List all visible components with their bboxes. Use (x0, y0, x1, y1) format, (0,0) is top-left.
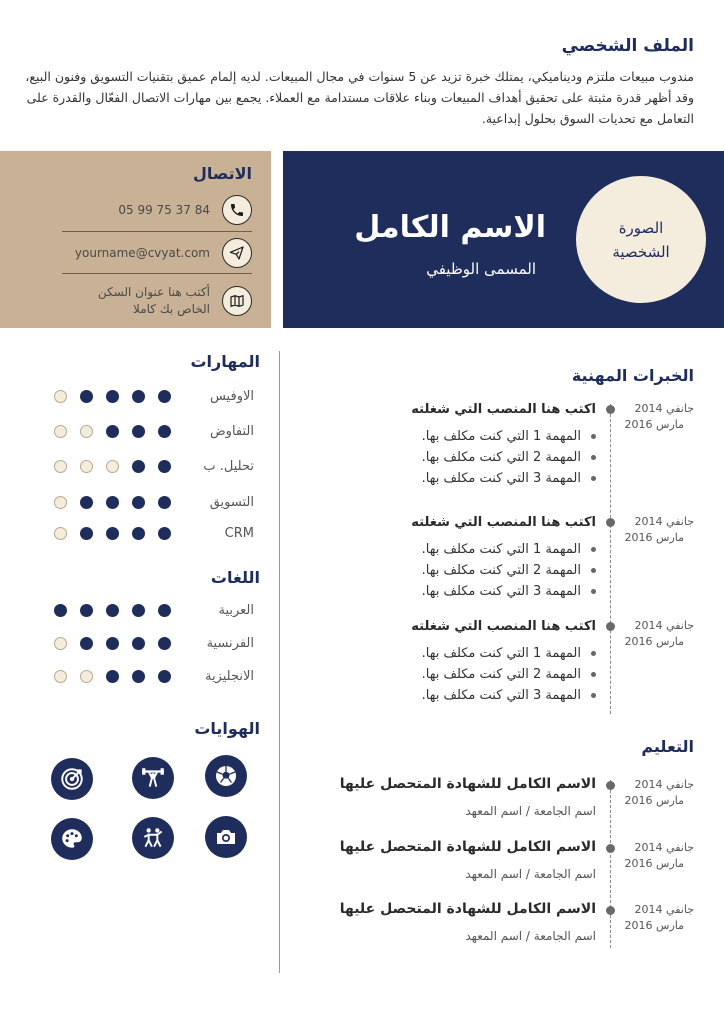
experience-task (422, 563, 596, 578)
bullet-icon (591, 693, 596, 698)
paper-plane-icon (222, 238, 252, 268)
rating-dot-filled (106, 527, 119, 540)
skills-rating (54, 425, 171, 438)
skills-row (54, 421, 254, 441)
rating-dot-filled (80, 604, 93, 617)
skills-rating (54, 527, 171, 540)
timeline-dot (606, 405, 615, 414)
date-start: جانفي 2014 (634, 778, 694, 791)
rating-dot-filled (132, 670, 145, 683)
rating-dot-filled (158, 670, 171, 683)
rating-dot-filled (106, 496, 119, 509)
experience-position: اكتب هنا المنصب التي شغلته (411, 402, 596, 417)
rating-dot-filled (158, 527, 171, 540)
date-start: جانفي 2014 (634, 903, 694, 916)
palette-icon (51, 818, 93, 860)
languages-label: الفرنسية (206, 635, 254, 651)
rating-dot-filled (80, 527, 93, 540)
date-start: جانفي 2014 (634, 515, 694, 528)
bullet-icon (591, 651, 596, 656)
job-title: المسمى الوظيفي (426, 260, 536, 278)
rating-dot-empty (54, 496, 67, 509)
target-icon (51, 758, 93, 800)
languages-rating (54, 670, 171, 683)
rating-dot-filled (106, 390, 119, 403)
bullet-icon (591, 547, 596, 552)
date-start: جانفي 2014 (634, 402, 694, 415)
rating-dot-filled (106, 604, 119, 617)
experience-task (422, 667, 596, 682)
rating-dot-empty (54, 637, 67, 650)
skills-row (54, 492, 254, 512)
camera-icon (205, 816, 247, 858)
skills-rating (54, 390, 171, 403)
rating-dot-filled (132, 527, 145, 540)
experience-task (422, 688, 596, 703)
column-divider (279, 351, 280, 973)
skills-row (54, 523, 254, 543)
rating-dot-filled (132, 496, 145, 509)
task-text: المهمة 3 التي كنت مكلف بها. (421, 471, 581, 486)
bullet-icon (591, 476, 596, 481)
date-end: مارس 2016 (624, 794, 684, 807)
contact-email[interactable]: yourname@cvyat.com (74, 245, 210, 260)
skills-label: التفاوض (209, 423, 254, 439)
skills-label: تحليل. ب (203, 458, 254, 474)
rating-dot-empty (54, 390, 67, 403)
contact-heading: الاتصال (192, 164, 252, 183)
rating-dot-filled (80, 390, 93, 403)
rating-dot-empty (106, 460, 119, 473)
languages-rating (54, 637, 171, 650)
experience-dates (622, 401, 694, 433)
rating-dot-filled (132, 604, 145, 617)
rating-dot-filled (106, 670, 119, 683)
dancing-icon (132, 817, 174, 859)
rating-dot-filled (158, 390, 171, 403)
rating-dot-filled (54, 604, 67, 617)
hobbies-heading: الهوايات (194, 719, 260, 738)
task-text: المهمة 3 التي كنت مكلف بها. (421, 584, 581, 599)
photo-label-line2: الشخصية (612, 242, 670, 261)
rating-dot-empty (54, 460, 67, 473)
languages-heading: اللغات (210, 568, 260, 587)
contact-email-row (62, 235, 252, 271)
experience-task (422, 584, 596, 599)
contact-phone: 05 99 75 37 84 (118, 202, 210, 217)
education-dates (622, 902, 694, 934)
profile-photo-placeholder (576, 176, 706, 303)
date-end: مارس 2016 (624, 418, 684, 431)
task-text: المهمة 3 التي كنت مكلف بها. (421, 688, 581, 703)
timeline-dot (606, 781, 615, 790)
timeline-dot (606, 622, 615, 631)
education-school: اسم الجامعة / اسم المعهد (465, 804, 596, 818)
rating-dot-filled (132, 425, 145, 438)
photo-label-line1: الصورة (618, 218, 664, 237)
timeline-dot (606, 844, 615, 853)
experience-task (422, 542, 596, 557)
task-text: المهمة 1 التي كنت مكلف بها. (421, 542, 581, 557)
contact-address-row (62, 282, 252, 320)
date-start: جانفي 2014 (634, 619, 694, 632)
skills-row (54, 386, 254, 406)
date-start: جانفي 2014 (634, 841, 694, 854)
languages-rating (54, 604, 171, 617)
skills-heading: المهارات (190, 352, 260, 371)
education-dates (622, 777, 694, 809)
date-end: مارس 2016 (624, 857, 684, 870)
education-degree: الاسم الكامل للشهادة المتحصل عليها (339, 776, 596, 792)
skills-label: التسويق (209, 494, 254, 510)
languages-row (54, 666, 254, 686)
rating-dot-filled (106, 637, 119, 650)
contact-phone-row (62, 192, 252, 228)
contact-address: أكتب هنا عنوان السكن الخاص بك كاملا (97, 285, 210, 316)
rating-dot-empty (54, 425, 67, 438)
education-degree: الاسم الكامل للشهادة المتحصل عليها (339, 901, 596, 917)
languages-label: العربية (218, 602, 254, 618)
experience-task (422, 471, 596, 486)
experience-dates (622, 514, 694, 546)
rating-dot-filled (158, 604, 171, 617)
bullet-icon (591, 455, 596, 460)
date-end: مارس 2016 (624, 635, 684, 648)
weightlifting-icon (132, 757, 174, 799)
bullet-icon (591, 568, 596, 573)
bullet-icon (591, 672, 596, 677)
rating-dot-filled (106, 425, 119, 438)
skills-rating (54, 496, 171, 509)
rating-dot-filled (80, 496, 93, 509)
skills-rating (54, 460, 171, 473)
skills-label: CRM (224, 525, 254, 541)
rating-dot-empty (80, 460, 93, 473)
profile-summary: مندوب مبيعات ملتزم وديناميكي، يمتلك خبرة تزيد عن 5 سنوات في مجال المبيعات. لديه إلمام عميق بتقنيات التسويق وفنون البيع، وقد أظهر قدرة مثبتة على تحقيق أهداف المبيعات وبناء علاقات مستدامة مع العملاء. يجمع بين مهارات الاتصال الفعّال والقدرة على التعامل مع تحديات السوق بحلول إبداعية. (25, 69, 694, 126)
skills-row (54, 456, 254, 476)
timeline-dot (606, 906, 615, 915)
experience-dates (622, 618, 694, 650)
rating-dot-empty (54, 527, 67, 540)
rating-dot-empty (80, 425, 93, 438)
rating-dot-filled (132, 390, 145, 403)
profile-heading: الملف الشخصي (561, 36, 694, 56)
bullet-icon (591, 434, 596, 439)
rating-dot-filled (80, 637, 93, 650)
experience-task (422, 450, 596, 465)
bullet-icon (591, 589, 596, 594)
phone-icon (222, 195, 252, 225)
rating-dot-filled (158, 496, 171, 509)
experience-position: اكتب هنا المنصب التي شغلته (411, 515, 596, 530)
contact-divider (62, 231, 252, 232)
education-timeline-line (610, 780, 611, 948)
experience-task (422, 646, 596, 661)
rating-dot-filled (132, 460, 145, 473)
map-icon (222, 286, 252, 316)
languages-label: الانجليزية (204, 668, 254, 684)
contact-divider (62, 273, 252, 274)
experience-timeline-line (610, 404, 611, 714)
task-text: المهمة 2 التي كنت مكلف بها. (421, 450, 581, 465)
education-school: اسم الجامعة / اسم المعهد (465, 929, 596, 943)
skills-label: الاوفيس (209, 388, 254, 404)
date-end: مارس 2016 (624, 919, 684, 932)
education-dates (622, 840, 694, 872)
education-heading: التعليم (641, 737, 694, 756)
rating-dot-filled (132, 637, 145, 650)
experience-position: اكتب هنا المنصب التي شغلته (411, 619, 596, 634)
task-text: المهمة 1 التي كنت مكلف بها. (421, 646, 581, 661)
task-text: المهمة 2 التي كنت مكلف بها. (421, 563, 581, 578)
rating-dot-empty (80, 670, 93, 683)
experience-heading: الخبرات المهنية (571, 366, 694, 385)
task-text: المهمة 2 التي كنت مكلف بها. (421, 667, 581, 682)
full-name: الاسم الكامل (354, 210, 546, 245)
timeline-dot (606, 518, 615, 527)
education-degree: الاسم الكامل للشهادة المتحصل عليها (339, 839, 596, 855)
soccer-ball-icon (205, 755, 247, 797)
experience-task (422, 429, 596, 444)
rating-dot-filled (158, 425, 171, 438)
task-text: المهمة 1 التي كنت مكلف بها. (421, 429, 581, 444)
rating-dot-empty (54, 670, 67, 683)
date-end: مارس 2016 (624, 531, 684, 544)
languages-row (54, 600, 254, 620)
languages-row (54, 633, 254, 653)
education-school: اسم الجامعة / اسم المعهد (465, 867, 596, 881)
rating-dot-filled (158, 460, 171, 473)
rating-dot-filled (158, 637, 171, 650)
